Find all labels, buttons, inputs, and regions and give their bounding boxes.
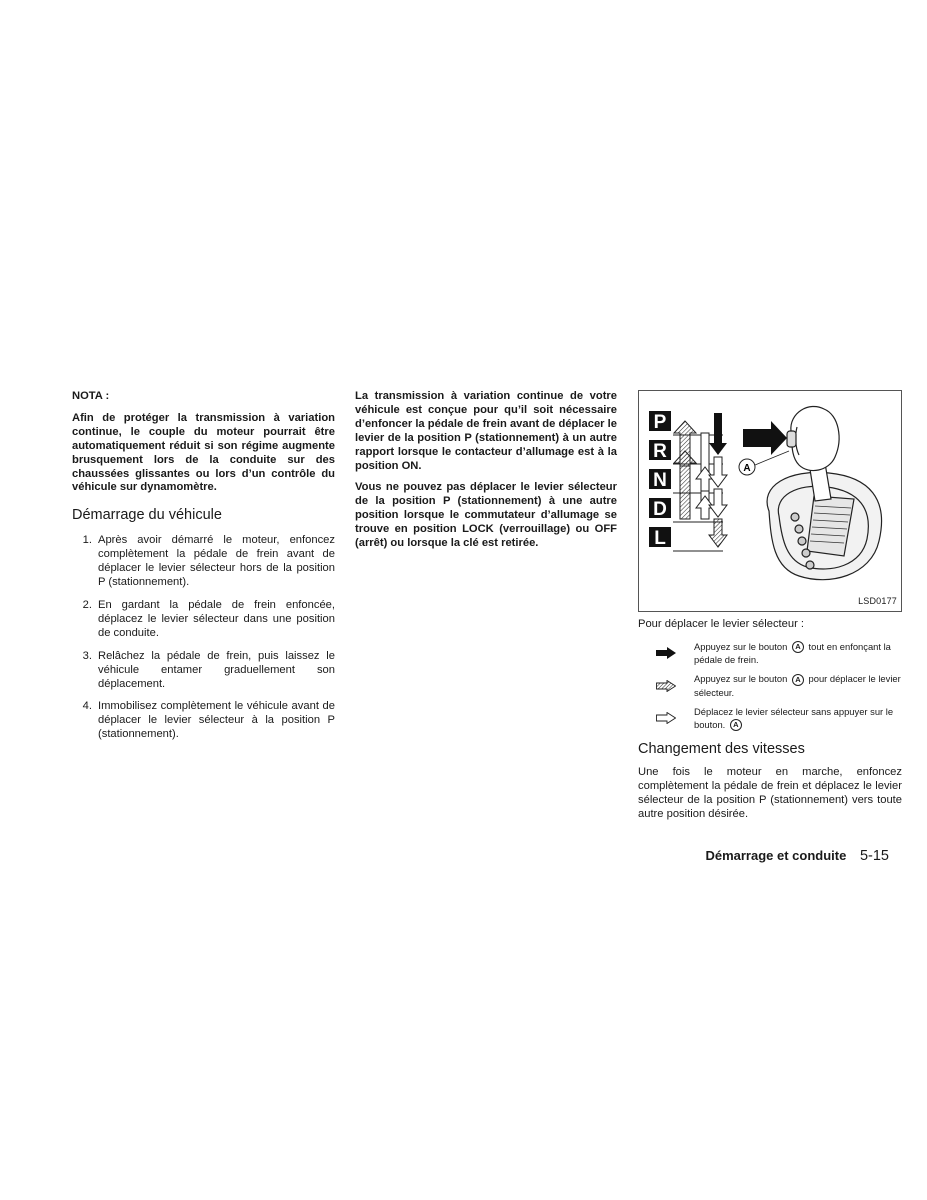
shifting-paragraph: Une fois le moteur en marche, enfoncez complètement la pédale de frein et déplacez le levier sélecteur de la position P (stationnement) vers toute autre position désirée. [638, 766, 902, 821]
hatched-arrow-icon [674, 421, 696, 519]
figure-caption: Pour déplacer le levier sélecteur : [638, 618, 805, 630]
list-item [72, 650, 335, 692]
section-heading-shifting: Changement des vitesses [638, 741, 805, 758]
figure-code: LSD0177 [858, 596, 897, 607]
step-number: 2. [82, 598, 92, 611]
gear-label-p: P [653, 412, 667, 433]
left-column [72, 390, 335, 751]
legend-row-solid [638, 640, 902, 667]
outline-arrow-icon [656, 712, 676, 724]
gear-label-n: N [653, 470, 667, 491]
button-a-badge: A [792, 674, 804, 686]
gear-labels [649, 411, 671, 549]
legend-text-after: tout en enfonçant la pédale de frein. [694, 640, 891, 666]
list-item [72, 599, 335, 641]
push-button-arrow-icon [743, 421, 787, 455]
step-number: 4. [82, 700, 92, 713]
gear-label-l: L [654, 528, 666, 549]
step-number: 3. [82, 649, 92, 662]
gear-label-d: D [653, 499, 667, 520]
callout-a-label: A [743, 463, 751, 474]
chapter-title: Démarrage et conduite [705, 848, 847, 863]
cvt-brake-paragraph: La transmission à variation continue de votre véhicule est conçue pour qu’il soit nécessaire d’enfoncer la pédale de frein avant de déplacer le levier de la position P (stationnement) à un autre rapport lorsque le contacteur d’allumage est à la position ON. [355, 390, 617, 472]
solid-arrow-icon [656, 647, 676, 659]
step-text: Après avoir démarré le moteur, enfoncez complètement la pédale de frein avant de déplacer le levier sélecteur hors de la position P (stationnement). [98, 534, 335, 589]
legend-row-hatched [638, 672, 902, 699]
page-footer [705, 848, 889, 864]
list-item [72, 534, 335, 590]
legend-text-after: pour déplacer le levier sélecteur. [694, 673, 901, 698]
shift-lever-illustration [639, 391, 901, 611]
lock-off-paragraph: Vous ne pouvez pas déplacer le levier sélecteur de la position P (stationnement) à une autre position lorsque le commutateur d’allumage se trouve en position LOCK (verrouillage) ou OFF (arrêt) ou lorsque la clé est retirée. [355, 481, 617, 550]
note-title: NOTA : [72, 390, 110, 402]
legend-text-before: Déplacez le levier sélecteur sans appuyer sur le bouton. [694, 705, 894, 730]
section-heading-starting: Démarrage du véhicule [72, 507, 222, 524]
legend-text-before: Appuyez sur le bouton [694, 673, 788, 685]
step-text: En gardant la pédale de frein enfoncée, déplacez le levier sélecteur dans une position de conduite. [98, 598, 335, 639]
shift-lever-figure [638, 390, 902, 612]
legend-text-before: Appuyez sur le bouton [694, 640, 788, 652]
step-text: Relâchez la pédale de frein, puis laissez le véhicule entamer graduellement son déplacement. [98, 649, 335, 690]
page-number: 5-15 [859, 848, 889, 864]
shift-console [767, 406, 881, 579]
button-a-badge: A [792, 641, 804, 653]
list-item [72, 700, 335, 742]
note-text: Afin de protéger la transmission à variation continue, le couple du moteur pourrait être automatiquement réduit si son régime augmente brusquement lors de la conduite sur des chaussées glissantes ou lors d’un contrôle du véhicule sur dynamomètre. [72, 411, 335, 494]
legend-row-outline [638, 705, 902, 732]
step-number: 1. [82, 534, 92, 547]
middle-column [355, 390, 617, 551]
solid-arrow-icon [709, 413, 727, 455]
gear-label-r: R [653, 441, 667, 462]
button-a-badge: A [730, 719, 742, 731]
step-text: Immobilisez complètement le véhicule avant de déplacer le levier sélecteur à la position P (stationnement). [98, 700, 335, 741]
outline-down-arrow-icon [709, 457, 727, 547]
starting-steps-list [72, 534, 335, 742]
hatched-arrow-icon [656, 680, 676, 692]
right-column [638, 390, 902, 822]
